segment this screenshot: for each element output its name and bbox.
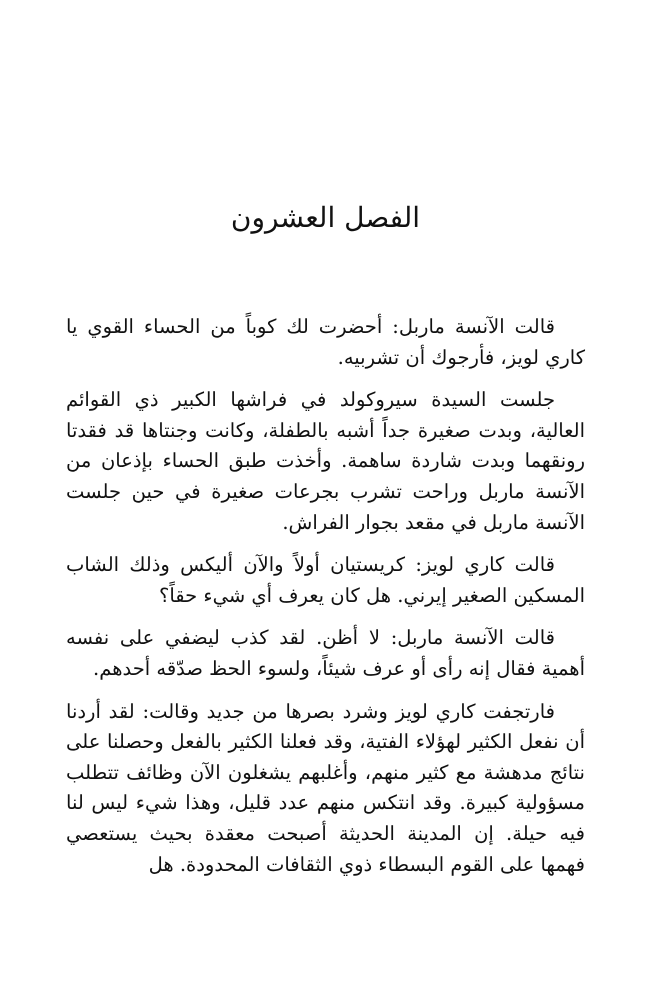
- paragraph: قالت الآنسة ماربل: أحضرت لك كوباً من الحساء القوي يا كاري لويز، فأرجوك أن تشربيه.: [66, 315, 585, 369]
- paragraph: قالت الآنسة ماربل: لا أظن. لقد كذب ليضفي على نفسه أهمية فقال إنه رأى أو عرف شيئاً، ولسوء الحظ صدّقه أحدهم.: [66, 626, 585, 680]
- book-page: [66, 0, 585, 1000]
- paragraph: جلست السيدة سيروكولد في فراشها الكبير ذي القوائم العالية، وبدت صغيرة جداً أشبه بالطفلة، وكانت وجنتاها قد فقدتا رونقهما وبدت شاردة ساهمة. وأخذت طبق الحساء بإذعان من الآنسة ماربل وراحت تشرب بجرعات صغيرة في حين جلست الآنسة ماربل في مقعد بجوار الفراش.: [66, 388, 585, 534]
- chapter-body: [66, 312, 585, 892]
- paragraph: قالت كاري لويز: كريستيان أولاً والآن أليكس وذلك الشاب المسكين الصغير إيرني. هل كان يعرف أي شيء حقاً؟: [66, 553, 585, 607]
- chapter-title: الفصل العشرون: [230, 201, 421, 234]
- paragraph: فارتجفت كاري لويز وشرد بصرها من جديد وقالت: لقد أردنا أن نفعل الكثير لهؤلاء الفتية، وقد فعلنا الكثير بالفعل وحصلنا على نتائج مدهشة مع كثير منهم، وأغلبهم يشغلون الآن وظائف تتطلب مسؤولية كبيرة. وقد انتكس منهم عدد قليل، وهذا شيء ليس لنا فيه حيلة. إن المدينة الحديثة أصبحت معقدة بحيث يستعصي فهمها على القوم البسطاء ذوي الثقافات المحدودة. هل: [66, 699, 585, 876]
